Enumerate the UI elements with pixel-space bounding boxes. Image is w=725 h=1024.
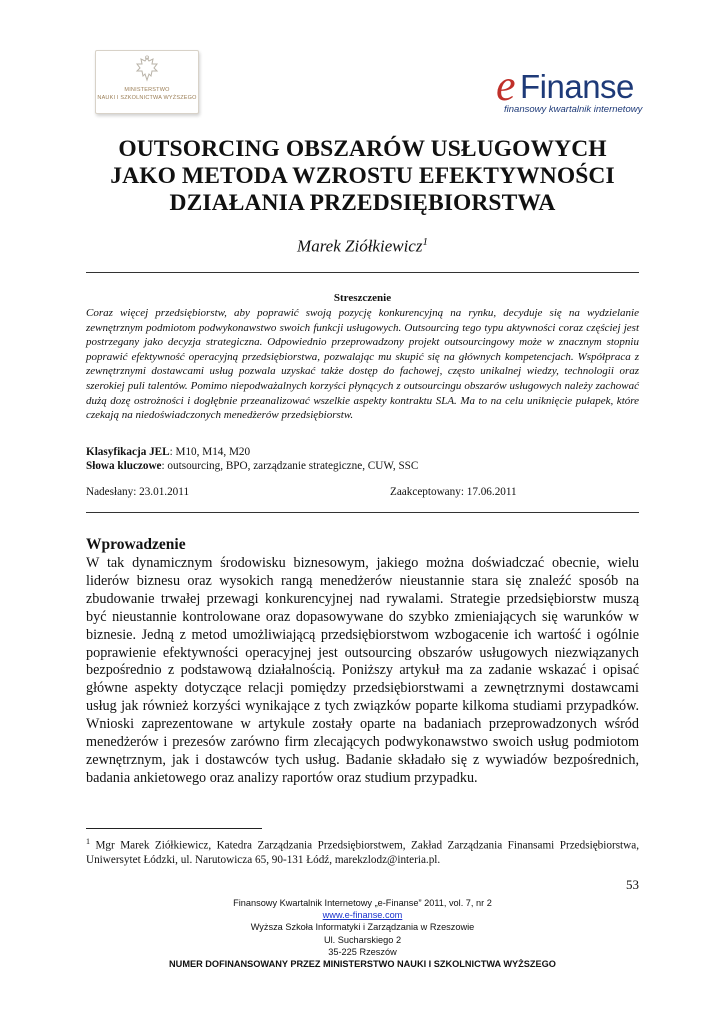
footer-institution: Wyższa Szkoła Informatyki i Zarządzania w Rzeszowie bbox=[250, 922, 475, 933]
footer-street: Ul. Sucharskiego 2 bbox=[323, 934, 402, 945]
page-number: 53 bbox=[626, 877, 639, 892]
efinanse-logo-name: Finanse bbox=[520, 68, 634, 105]
jel-value: : M10, M14, M20 bbox=[169, 446, 251, 458]
jel-classification bbox=[86, 445, 639, 460]
title-line-2: JAKO METODA WZROSTU EFEKTYWNOŚCI bbox=[110, 163, 615, 189]
eagle-emblem-icon bbox=[134, 55, 160, 83]
ministry-logo-line-1: MINISTERSTWO bbox=[124, 87, 170, 93]
author-footnote-mark: 1 bbox=[422, 236, 428, 248]
accepted-date: Zaakceptowany: 17.06.2011 bbox=[390, 486, 517, 498]
abstract-top-rule bbox=[86, 272, 639, 273]
author-line bbox=[60, 236, 665, 257]
efinanse-logo bbox=[496, 61, 646, 118]
section-heading: Wprowadzenie bbox=[86, 536, 186, 553]
keywords-value: : outsourcing, BPO, zarządzanie strategiczne, CUW, SSC bbox=[161, 460, 419, 472]
ministry-logo-line-2: NAUKI I SZKOLNICTWA WYŻSZEGO bbox=[97, 95, 197, 101]
title-line-1: OUTSORCING OBSZARÓW USŁUGOWYCH bbox=[118, 136, 607, 162]
efinanse-logo-tagline: finansowy kwartalnik internetowy bbox=[504, 104, 643, 115]
footnote bbox=[86, 835, 639, 868]
footer-journal: Finansowy Kwartalnik Internetowy „e-Finanse” 2011, vol. 7, nr 2 bbox=[233, 898, 492, 908]
received-date: Nadesłany: 23.01.2011 bbox=[86, 486, 190, 498]
footer-funding-note: NUMER DOFINANSOWANY PRZEZ MINISTERSTWO NAUKI I SZKOLNICTWA WYŻSZEGO bbox=[169, 959, 556, 970]
footnote-rule bbox=[86, 828, 262, 829]
footer-city: 35-225 Rzeszów bbox=[328, 946, 397, 957]
keywords-label: Słowa kluczowe bbox=[86, 460, 162, 472]
abstract-text: Coraz więcej przedsiębiorstw, aby poprawić swoją pozycję konkurencyjną na rynku, decyduje się na wydzielanie zewnętrznym podmiotom podwykonawstwo swoich funkcji usługowych. Outsourcing tego typu aktywności coraz częściej jest postrzegany jako decyzja strategiczna. Odpowiednio przeprowadzony projekt outsourcingowy może w znacznym stopniu poprawić efektywność operacyjną przedsiębiorstwa, pozwalając mu skupić się na głównych kompetencjach. Współpraca z zewnętrznymi dostawcami usług pozwala uzyskać także dostęp do fachowej, często unikalnej wiedzy, technologii oraz szerokiej puli talentów. Pomimo niepodważalnych korzyści płynących z outsourcingu obszarów usługowych należy zachować dużą dozę ostrożności i dogłębnie przeanalizować wszelkie aspekty kontraktu SLA. Ma to na celu uniknięcie pułapek, które czekają na niedoświadczonych menedżerów przedsiębiorstw. bbox=[86, 307, 639, 422]
abstract-heading: Streszczenie bbox=[333, 292, 392, 304]
ministry-logo bbox=[95, 50, 199, 114]
jel-label: Klasyfikacja JEL bbox=[86, 446, 170, 458]
keywords bbox=[86, 459, 639, 474]
footnote-text: Mgr Marek Ziółkiewicz, Katedra Zarządzania Przedsiębiorstwem, Zakład Zarządzania Finansami Przedsiębiorstwa, Uniwersytet Łódzki, ul. Narutowicza 65, 90-131 Łódź, marekzlodz@interia.pl. bbox=[86, 839, 639, 867]
abstract-bottom-rule bbox=[86, 512, 639, 513]
intro-paragraph: W tak dynamicznym środowisku biznesowym, jakiego można doświadczać obecnie, wielu liderów biznesu oraz wysokich rangą menedżerów nieustannie stara się znaleźć sposób na zbudowanie trwałej przewagi konkurencyjnej nad rywalami. Strategie przedsiębiorstw muszą być nieustannie kontrolowane oraz dopasowywane do szybko zmieniających się warunków w biznesie. Jedną z metod umożliwiającą przedsiębiorstwom wzbogacenie ich wartość i ogólnie poprawienie efektywności operacyjnej jest outsourcing obszarów usługowych niezwiązanych bezpośrednio z podstawową działalnością. Poniższy artykuł ma za zadanie wskazać i opisać główne aspekty dotyczące relacji pomiędzy przedsiębiorstwami a zewnętrznymi dostawcami usług jak również korzyści wynikające z tych związków poparte kilkoma studiami przypadków. Wnioski zaprezentowane w artykule zostały oparte na badaniach przeprowadzonych wśród menedżerów i prezesów zarówno firm zlecających podwykonawstwo swoich usług podmiotom zewnętrznym, jak i dostawców tych usług. Badanie składało się z wywiadów bezpośrednich, badania ankietowego oraz analizy raportów oraz studium przypadku. bbox=[86, 555, 639, 786]
title-line-3: DZIAŁANIA PRZEDSIĘBIORSTWA bbox=[169, 190, 556, 216]
footer-url-link[interactable]: www.e-finanse.com bbox=[322, 910, 403, 921]
article-title bbox=[60, 136, 665, 217]
efinanse-logo-e: e bbox=[496, 61, 516, 110]
footnote-mark: 1 bbox=[86, 837, 90, 846]
page-footer bbox=[60, 897, 665, 970]
author-name: Marek Ziółkiewicz bbox=[297, 236, 423, 256]
